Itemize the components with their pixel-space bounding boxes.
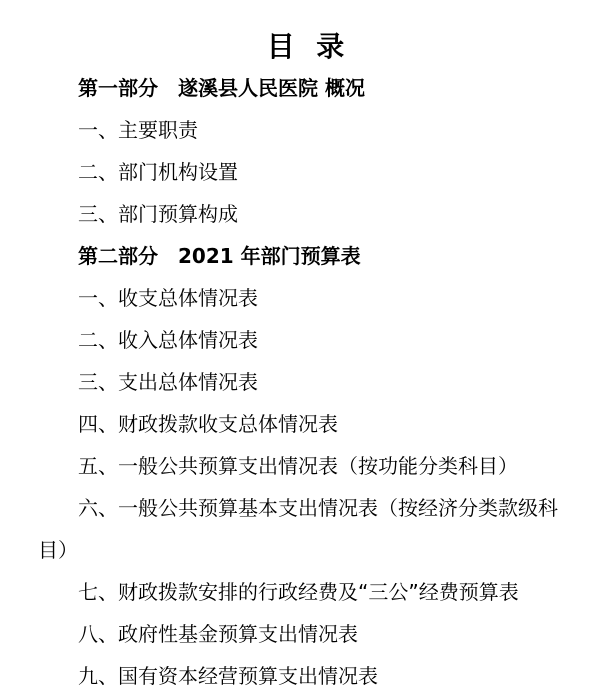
toc-entry: 一、收支总体情况表 bbox=[78, 286, 258, 310]
toc-entry-continuation: 目） bbox=[38, 538, 78, 562]
toc-entry: 二、部门机构设置 bbox=[78, 160, 238, 184]
toc-entry: 九、国有资本经营预算支出情况表 bbox=[78, 664, 378, 688]
toc-entry: 七、财政拨款安排的行政经费及“三公”经费预算表 bbox=[78, 580, 519, 604]
toc-section-heading: 第二部分 2021 年部门预算表 bbox=[78, 244, 361, 268]
toc-entry: 八、政府性基金预算支出情况表 bbox=[78, 622, 358, 646]
toc-entry: 一、主要职责 bbox=[78, 118, 198, 142]
toc-section-heading: 第一部分 遂溪县人民医院 概况 bbox=[78, 76, 365, 100]
toc-entry: 五、一般公共预算支出情况表（按功能分类科目） bbox=[78, 454, 518, 478]
toc-entry: 三、支出总体情况表 bbox=[78, 370, 258, 394]
toc-list bbox=[0, 67, 612, 691]
toc-entry: 六、一般公共预算基本支出情况表（按经济分类款级科 bbox=[78, 496, 558, 520]
toc-entry: 三、部门预算构成 bbox=[78, 202, 238, 226]
toc-entry: 二、收入总体情况表 bbox=[78, 328, 258, 352]
toc-entry: 四、财政拨款收支总体情况表 bbox=[78, 412, 338, 436]
page-title: 目 录 bbox=[266, 30, 346, 63]
